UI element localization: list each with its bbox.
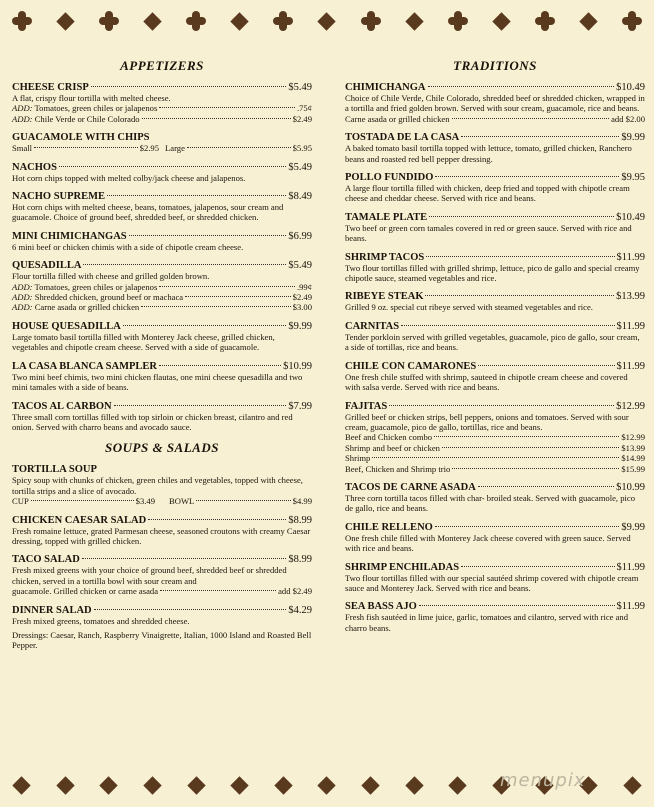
item-description: 6 mini beef or chicken chimis with a side of chipotle cream cheese. <box>12 241 244 252</box>
item-description: A large flour tortilla filled with chicken, deep fried and topped with chipotle cream cheese and cheddar cheese. Served with rice and beans. <box>345 183 630 204</box>
item-description: Large tomato basil tortilla filled with Monterey Jack cheese, grilled chicken, vegetables and chipotle cream cheese. Served with a side of guacamole. <box>12 331 275 353</box>
menu-item-caesar-salad <box>12 515 312 547</box>
item-price: $8.99 <box>288 514 312 526</box>
diamond-ornament-icon <box>185 774 207 796</box>
size-price-line: Small $2.95 Large $5.95 <box>12 143 312 154</box>
menu-item-dinner-salad <box>12 605 312 651</box>
item-name: POLLO FUNDIDO <box>345 172 434 184</box>
add-on-line: ADD: Tomatoes, green chiles or jalapenos .75¢ <box>12 103 312 114</box>
diamond-ornament-icon <box>54 10 76 32</box>
menu-item-tacos-al-carbon <box>12 401 312 433</box>
item-description: Fresh fish sautéed in lime juice, garlic, tomatoes and cilantro, served with rice and charro beans. <box>345 612 629 633</box>
add-on-line: ADD: Carne asada or grilled chicken $3.00 <box>12 302 312 313</box>
menu-item-sea-bass-ajo <box>345 601 645 633</box>
menu-item-carnitas <box>345 321 645 353</box>
item-description: Fresh romaine lettuce, grated Parmesan cheese, seasoned croutons with creamy Caesar dressing, topped with grilled chicken. <box>12 525 311 546</box>
fajita-option: Beef, Chicken and Shrimp trio $15.99 <box>345 463 645 474</box>
item-name: GUACAMOLE WITH CHIPS <box>12 132 150 144</box>
menu-item-tamale-plate <box>345 212 645 244</box>
add-on-line: ADD: Shredded chicken, ground beef or machaca $2.49 <box>12 292 312 303</box>
add-on-line: guacamole. Grilled chicken or carne asada add $2.49 <box>12 586 312 597</box>
item-description: Hot corn chips with melted cheese, beans, tomatoes, jalapenos, sour cream and guacamole. Choice of ground beef, shredded beef, or shredded chicken. <box>12 202 284 223</box>
item-price: $4.29 <box>288 604 312 616</box>
item-name: SHRIMP ENCHILADAS <box>345 561 460 573</box>
item-description: Two beef or green corn tamales covered in red or green sauce. Served with rice and beans. <box>345 222 632 244</box>
item-price: $11.99 <box>616 601 645 613</box>
item-description: One fresh chile stuffed with shrimp, sauteed in chipotle cream cheese and covered with salsa verde. Served with rice and beans. <box>345 371 628 393</box>
menu-item-nachos <box>12 162 312 183</box>
diamond-ornament-icon <box>403 774 425 796</box>
menu-item-tortilla-soup <box>12 464 312 506</box>
item-price: $7.99 <box>288 400 312 412</box>
item-description: Grilled beef or chicken strips, bell peppers, onions and tomatoes. Served with sour cream, guacamole, pico de gallo, tortillas, rice and beans. <box>345 411 629 432</box>
item-price: $9.99 <box>621 521 645 533</box>
menu-item-ribeye-steak <box>345 291 645 312</box>
menu-item-pollo-fundido <box>345 172 645 204</box>
fajita-option: Shrimp and beef or chicken $13.99 <box>345 442 645 453</box>
add-on-line: ADD: Chile Verde or Chile Colorado $2.49 <box>12 113 312 124</box>
item-name: CHIMICHANGA <box>345 82 426 93</box>
diamond-ornament-icon <box>54 774 76 796</box>
item-description: Fresh mixed greens with your choice of ground beef, shredded beef or shredded chicken, served in a tortilla bowl with sour cream and <box>12 565 287 586</box>
item-description: Flour tortilla filled with cheese and grilled golden brown. <box>12 271 210 282</box>
item-description: Tender porkloin served with grilled vegetables, guacamole, pico de gallo, sour cream, a side of tortillas, rice and beans. <box>345 331 640 353</box>
item-description: Two mini beef chimis, two mini chicken flautas, one mini cheese quesadilla and two mini tamales with a side of beans. <box>12 371 303 393</box>
item-name: TAMALE PLATE <box>345 211 428 223</box>
cross-ornament-icon <box>185 10 207 32</box>
add-on-line: ADD: Tomatoes, green chiles or jalapenos .99¢ <box>12 281 312 292</box>
item-description: Two flour tortillas filled with grilled shrimp, lettuce, pico de gallo and special creamy chipotle sauce, steamed vegetables and rice. <box>345 262 640 284</box>
appetizers-title: APPETIZERS <box>120 58 204 73</box>
item-description: Grilled 9 oz. special cut ribeye served with steamed vegetables and rice. <box>345 302 593 313</box>
diamond-ornament-icon <box>98 774 120 796</box>
item-name: DINNER SALAD <box>12 604 92 616</box>
diamond-ornament-icon <box>578 10 600 32</box>
item-name: TACOS AL CARBON <box>12 400 112 412</box>
cross-ornament-icon <box>621 10 643 32</box>
item-name: TACO SALAD <box>12 554 80 566</box>
watermark: menupix <box>500 770 586 791</box>
menu-item-guacamole <box>12 132 312 153</box>
diamond-ornament-icon <box>272 774 294 796</box>
item-name: RIBEYE STEAK <box>345 291 424 303</box>
item-description: A baked tomato basil tortilla topped with lettuce, tomato, grilled chicken, Ranchero beans and roasted red bell pepper dressing. <box>345 143 632 164</box>
diamond-ornament-icon <box>316 10 338 32</box>
item-price: $12.99 <box>616 400 645 412</box>
menu-item-chile-con-camarones <box>345 361 645 393</box>
cross-ornament-icon <box>447 10 469 32</box>
diamond-ornament-icon <box>11 774 33 796</box>
menu-item-cheese-crisp <box>12 82 312 124</box>
item-price: $13.99 <box>616 291 645 303</box>
item-name: NACHO SUPREME <box>12 191 106 203</box>
diamond-ornament-icon <box>142 10 164 32</box>
diamond-ornament-icon <box>229 10 251 32</box>
left-column <box>12 52 312 659</box>
cross-ornament-icon <box>360 10 382 32</box>
item-price: $10.99 <box>616 481 645 493</box>
menu-item-shrimp-enchiladas <box>345 562 645 594</box>
fajita-option: Beef and Chicken combo $12.99 <box>345 432 645 443</box>
item-description: Three corn tortilla tacos filled with char- broiled steak. Served with guacamole, pico de gallo, rice and beans. <box>345 492 636 514</box>
cross-ornament-icon <box>11 10 33 32</box>
item-price: $10.49 <box>616 211 645 223</box>
dressings-list: Dressings: Caesar, Ranch, Raspberry Vinaigrette, Italian, 1000 Island and Roasted Bell Pepper. <box>12 629 312 651</box>
menu-item-nacho-supreme <box>12 191 312 223</box>
item-price: $8.99 <box>288 554 312 566</box>
item-name: SEA BASS AJO <box>345 601 417 613</box>
item-price: $5.49 <box>288 260 312 272</box>
item-name: CHEESE CRISP <box>12 82 89 93</box>
menu-item-taco-salad <box>12 554 312 596</box>
item-price: $9.99 <box>621 132 645 144</box>
item-name: TOSTADA DE LA CASA <box>345 132 460 144</box>
menu-item-tostada <box>345 132 645 164</box>
item-price: $11.99 <box>616 360 645 372</box>
menu-item-chile-relleno <box>345 522 645 554</box>
menu-item-mini-chimichangas <box>12 231 312 252</box>
item-name: QUESADILLA <box>12 260 82 272</box>
item-price: $10.49 <box>616 82 645 93</box>
diamond-ornament-icon <box>316 774 338 796</box>
top-ornament-border <box>0 8 654 34</box>
right-column <box>345 52 645 641</box>
diamond-ornament-icon <box>360 774 382 796</box>
item-price: $10.99 <box>283 360 312 372</box>
item-name: LA CASA BLANCA SAMPLER <box>12 360 157 372</box>
menu-item-quesadilla <box>12 260 312 313</box>
menu-item-fajitas <box>345 401 645 474</box>
diamond-ornament-icon <box>229 774 251 796</box>
menu-item-chimichanga <box>345 82 645 124</box>
cross-ornament-icon <box>534 10 556 32</box>
item-price: $5.49 <box>288 161 312 173</box>
menu-item-sampler <box>12 361 312 393</box>
item-name: TORTILLA SOUP <box>12 464 97 476</box>
item-name: CARNITAS <box>345 320 400 332</box>
diamond-ornament-icon <box>403 10 425 32</box>
item-name: MINI CHIMICHANGAS <box>12 230 127 242</box>
item-name: CHILE CON CAMARONES <box>345 360 477 372</box>
fajita-option: Shrimp $14.99 <box>345 453 645 464</box>
soups-salads-title: SOUPS & SALADS <box>105 440 219 456</box>
add-on-line: Carne asada or grilled chicken add $2.00 <box>345 113 645 124</box>
item-description: Hot corn chips topped with melted colby/jack cheese and jalapenos. <box>12 172 246 183</box>
item-price: $11.99 <box>616 251 645 263</box>
menu-item-house-quesadilla <box>12 321 312 353</box>
cross-ornament-icon <box>98 10 120 32</box>
item-name: TACOS DE CARNE ASADA <box>345 481 476 493</box>
item-name: SHRIMP TACOS <box>345 251 425 263</box>
menu-item-shrimp-tacos <box>345 252 645 284</box>
cross-ornament-icon <box>272 10 294 32</box>
item-price: $9.99 <box>288 320 312 332</box>
item-price: $8.49 <box>288 191 312 203</box>
item-price: $9.95 <box>621 172 645 184</box>
menu-item-tacos-carne-asada <box>345 482 645 514</box>
item-price: $6.99 <box>288 230 312 242</box>
item-description: Two flour tortillas filled with our special sautéed shrimp covered with chipotle cream sauce and Monterey Jack. Served with rice and beans. <box>345 572 639 593</box>
item-description: Three small corn tortillas filled with top sirloin or chicken breast, cilantro and red onion. Served with charro beans and avocado sauce. <box>12 411 293 432</box>
diamond-ornament-icon <box>447 774 469 796</box>
item-price: $11.99 <box>616 320 645 332</box>
item-price: $11.99 <box>616 561 645 573</box>
diamond-ornament-icon <box>621 774 643 796</box>
item-description: One fresh chile filled with Monterey Jack cheese covered with green sauce. Served with rice and beans. <box>345 532 631 554</box>
item-description: Fresh mixed greens, tomatoes and shredded cheese. <box>12 615 190 626</box>
traditions-title: TRADITIONS <box>453 58 537 73</box>
item-description: Choice of Chile Verde, Chile Colorado, shredded beef or shredded chicken, wrapped in a tortilla and fried golden brown. Served with sour cream, guacamole, rice and beans. <box>345 93 645 114</box>
item-description: A flat, crispy flour tortilla with melted cheese. <box>12 93 171 103</box>
size-price-line: CUP $3.49 BOWL $4.99 <box>12 496 312 507</box>
item-description: Spicy soup with chunks of chicken, green chiles and vegetables, topped with cheese, tortilla strips and a slice of avocado. <box>12 475 303 496</box>
item-name: HOUSE QUESADILLA <box>12 320 121 332</box>
item-name: CHICKEN CAESAR SALAD <box>12 514 147 526</box>
item-name: CHILE RELLENO <box>345 521 433 533</box>
item-name: NACHOS <box>12 161 57 173</box>
item-name: FAJITAS <box>345 400 388 412</box>
diamond-ornament-icon <box>490 10 512 32</box>
item-price: $5.49 <box>288 82 312 93</box>
diamond-ornament-icon <box>142 774 164 796</box>
